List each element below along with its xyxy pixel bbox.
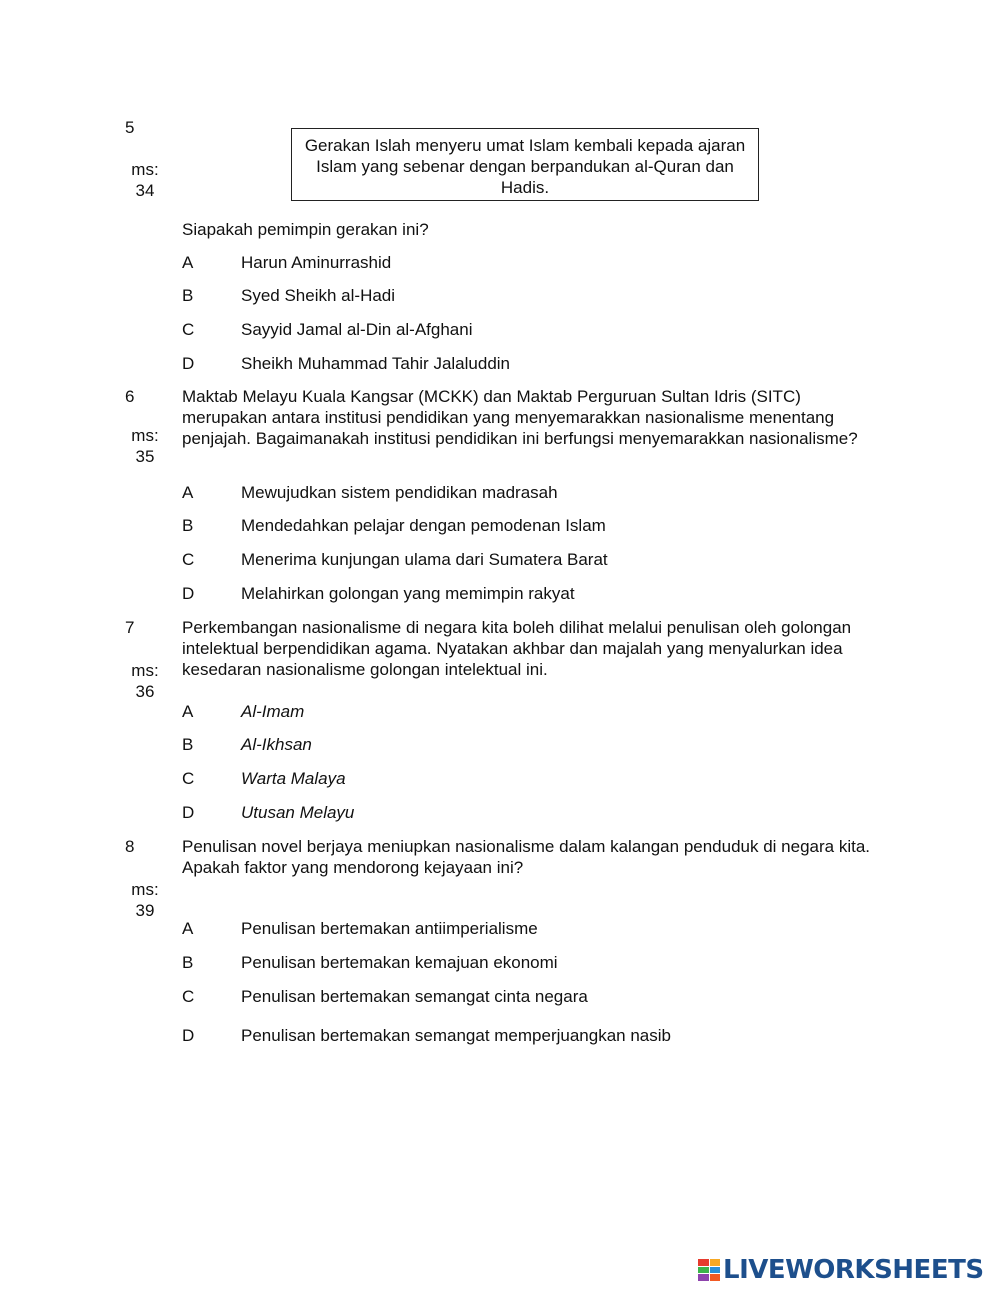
- ms-label: ms:: [131, 160, 159, 179]
- page-reference: [125, 879, 165, 921]
- question-number: 5: [125, 118, 135, 137]
- liveworksheets-logo[interactable]: [698, 1256, 984, 1284]
- page-reference: [125, 660, 165, 702]
- option-letter: D: [182, 354, 195, 373]
- option-text[interactable]: Penulisan bertemakan antiimperialisme: [241, 919, 538, 938]
- logo-square: [710, 1259, 721, 1266]
- ms-page: 39: [135, 901, 155, 920]
- question-stem: Maktab Melayu Kuala Kangsar (MCKK) dan Maktab Perguruan Sultan Idris (SITC) merupakan antara institusi pendidikan yang menyemarakkan nasionalisme menentang penjajah. Bagaimanakah institusi pendidikan ini berfungsi menyemarakkan nasionalisme?: [182, 387, 858, 448]
- option-letter: C: [182, 769, 195, 788]
- logo-square: [698, 1259, 709, 1266]
- logo-text: LIVEWORKSHEETS: [723, 1255, 984, 1285]
- option-letter: A: [182, 702, 194, 721]
- option-text[interactable]: Penulisan bertemakan semangat memperjuangkan nasib: [241, 1026, 671, 1045]
- question-stem: Perkembangan nasionalisme di negara kita boleh dilihat melalui penulisan oleh golongan intelektual berpendidikan agama. Nyatakan akhbar dan majalah yang menyalurkan idea kesedaran nasionalisme golongan intelektual ini.: [182, 618, 852, 679]
- option-letter: D: [182, 803, 195, 822]
- logo-square: [698, 1267, 709, 1274]
- option-letter: B: [182, 953, 194, 972]
- source-box: Gerakan Islah menyeru umat Islam kembali kepada ajaran Islam yang sebenar dengan berpandukan al-Quran dan Hadis.: [291, 128, 759, 201]
- option-letter: A: [182, 483, 194, 502]
- option-letter: B: [182, 286, 194, 305]
- page-reference: [125, 159, 165, 201]
- option-text[interactable]: Mewujudkan sistem pendidikan madrasah: [241, 483, 558, 502]
- option-text[interactable]: Warta Malaya: [241, 769, 346, 788]
- option-text[interactable]: Melahirkan golongan yang memimpin rakyat: [241, 584, 575, 603]
- logo-square: [710, 1267, 721, 1274]
- ms-page: 35: [135, 447, 155, 466]
- option-text[interactable]: Syed Sheikh al-Hadi: [241, 286, 396, 305]
- option-text[interactable]: Sayyid Jamal al-Din al-Afghani: [241, 320, 473, 339]
- option-letter: A: [182, 919, 194, 938]
- option-text[interactable]: Harun Aminurrashid: [241, 253, 392, 272]
- option-letter: D: [182, 584, 195, 603]
- ms-label: ms:: [131, 661, 159, 680]
- logo-square: [698, 1274, 709, 1281]
- option-text[interactable]: Penulisan bertemakan kemajuan ekonomi: [241, 953, 558, 972]
- option-letter: C: [182, 987, 195, 1006]
- option-letter: A: [182, 253, 194, 272]
- option-letter: C: [182, 550, 195, 569]
- option-letter: B: [182, 516, 194, 535]
- question-number: 7: [125, 618, 135, 637]
- option-text[interactable]: Sheikh Muhammad Tahir Jalaluddin: [241, 354, 511, 373]
- option-letter: C: [182, 320, 195, 339]
- option-letter: B: [182, 735, 194, 754]
- question-stem: Siapakah pemimpin gerakan ini?: [182, 220, 429, 239]
- option-text[interactable]: Mendedahkan pelajar dengan pemodenan Islam: [241, 516, 606, 535]
- page-reference: [125, 425, 165, 467]
- option-text[interactable]: Menerima kunjungan ulama dari Sumatera Barat: [241, 550, 608, 569]
- ms-page: 36: [135, 682, 155, 701]
- logo-mark-icon: [698, 1259, 720, 1281]
- option-letter: D: [182, 1026, 195, 1045]
- ms-label: ms:: [131, 426, 159, 445]
- option-text[interactable]: Penulisan bertemakan semangat cinta negara: [241, 987, 588, 1006]
- question-number: 8: [125, 837, 135, 856]
- ms-page: 34: [135, 181, 155, 200]
- question-stem: Penulisan novel berjaya meniupkan nasionalisme dalam kalangan penduduk di negara kita. Apakah faktor yang mendorong kejayaan ini?: [182, 837, 871, 877]
- question-number: 6: [125, 387, 135, 406]
- ms-label: ms:: [131, 880, 159, 899]
- option-text[interactable]: Al-Ikhsan: [241, 735, 312, 754]
- option-text[interactable]: Al-Imam: [241, 702, 305, 721]
- option-text[interactable]: Utusan Melayu: [241, 803, 355, 822]
- logo-square: [710, 1274, 721, 1281]
